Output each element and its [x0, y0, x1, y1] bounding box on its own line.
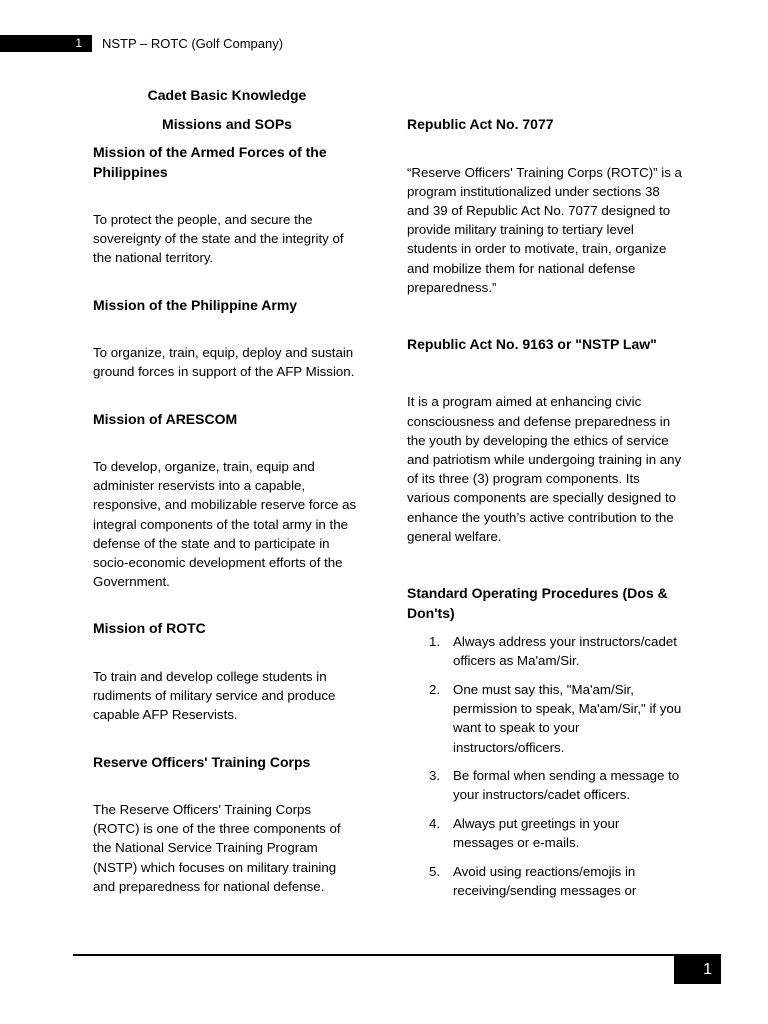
arescom-mission-text: To develop, organize, train, equip and administer reservists into a capable, responsive, and mobilizable reserve force as integral components of the total army in the defense of the state and to participate in socio-economic development efforts of the Government. [93, 459, 357, 590]
afp-mission-heading: Mission of the Armed Forces of the Philippines [93, 144, 327, 180]
arescom-mission-heading: Mission of ARESCOM [93, 410, 238, 427]
afp-mission-text: To protect the people, and secure the sovereignty of the state and the integrity of the national territory. [93, 212, 344, 266]
pa-mission-text: To organize, train, equip, deploy and sustain ground forces in support of the AFP Mission. [93, 345, 355, 380]
rotc-mission-heading: Mission of ROTC [93, 620, 206, 637]
document-subtitle: Missions and SOPs [162, 116, 292, 132]
rotc-heading: Reserve Officers' Training Corps [93, 753, 311, 770]
ra9163-text: It is a program aimed at enhancing civic consciousness and defense preparedness in the youth by developing the ethics of service and patriotism while undergoing training in any of its three (3) program components. Its various components are specially designed to enhance the youth’s active contribution to the general welfare. [407, 394, 682, 544]
sop-heading: Standard Operating Procedures (Dos & Don'ts) [407, 585, 668, 621]
document-title: Cadet Basic Knowledge [147, 87, 307, 103]
list-item: 5. Avoid using reactions/emojis in receiving/sending messages or [429, 864, 637, 899]
footer-divider [73, 954, 721, 956]
right-column [407, 86, 682, 910]
rotc-mission-text: To train and develop college students in rudiments of military service and produce capable AFP Reservists. [93, 668, 336, 723]
ra9163-heading: Republic Act No. 9163 or "NSTP Law" [407, 335, 657, 352]
list-item: 1. Always address your instructors/cadet officers as Ma'am/Sir. [429, 634, 677, 669]
ra7077-heading: Republic Act No. 7077 [407, 116, 554, 132]
ra7077-text: “Reserve Officers' Training Corps (ROTC)” is a program institutionalized under sections 38 and 39 of Republic Act No. 7077 designed to provide military training to tertiary level students in order to motivate, train, organize and mobilize them for national defense preparedness.” [407, 164, 682, 295]
sop-list [407, 632, 682, 900]
list-item: 4. Always put greetings in your messages or e-mails. [429, 816, 620, 851]
rotc-text: The Reserve Officers' Training Corps (ROTC) is one of the three components of the National Service Training Program (NSTP) which focuses on military training and preparedness for national defense. [93, 802, 341, 894]
list-item: 3. Be formal when sending a message to your instructors/cadet officers. [429, 768, 680, 803]
list-item: 2. One must say this, "Ma'am/Sir, permission to speak, Ma'am/Sir," if you want to speak to your instructors/officers. [429, 681, 682, 755]
footer-page-number: 1 [674, 954, 721, 984]
header-page-number: 1 [0, 35, 92, 52]
left-column [93, 86, 361, 896]
header-title: NSTP – ROTC (Golf Company) [102, 36, 284, 51]
pa-mission-heading: Mission of the Philippine Army [93, 296, 298, 313]
